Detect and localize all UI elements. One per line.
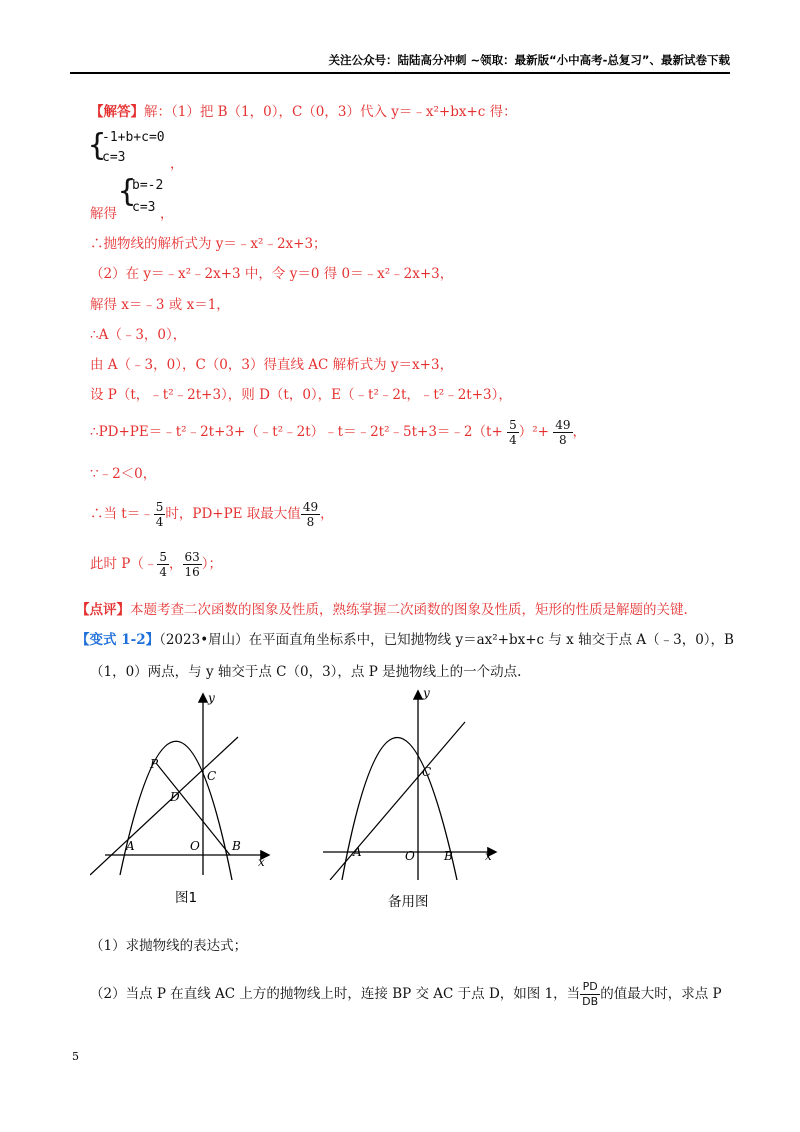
system-2-eq2: c=3 [132,200,156,215]
frac-den: 4 [155,515,164,529]
figure-backup [315,680,505,880]
point-b-label: B [232,839,241,853]
question-2-part-b: 的值最大时，求点 P [600,986,722,1002]
frac-den: 8 [559,433,567,447]
system-1-eq2: c=3 [102,150,126,165]
fraction-49-8 [553,418,572,447]
y-axis-label: y [208,691,215,705]
figure-backup-caption: 备用图 [388,894,429,910]
point-c-label: C [422,765,432,779]
solution-label: 【解答】 [90,104,144,120]
solve-prefix: 解得 [90,206,117,222]
line12-part-a: ∴当 t＝﹣ [90,506,154,522]
system-2-tail: ， [160,206,174,222]
parabola-curve [120,741,232,880]
fraction-pd-db [580,980,600,1009]
frac-den: DB [582,995,599,1008]
solution-line-10 [90,418,586,447]
line13-part-c: ）； [201,556,223,572]
question-2 [90,980,722,1009]
line13-part-a: 此时 P（﹣ [90,556,158,572]
solution-line-9: 设 P（t，﹣t²﹣2t+3），则 D（t，0），E（﹣t²﹣2t，﹣t²﹣2t+3）， [90,387,512,403]
question-2-part-a: （2）当点 P 在直线 AC 上方的抛物线上时，连接 BP 交 AC 于点 D，如图 1，当 [90,986,581,1002]
page-header: 关注公众号：陆陆高分冲刺 ~领取：最新版“小中高考-总复习”、最新试卷下载 [328,53,730,67]
fraction-5-4 [157,550,169,579]
solution-line-5: （2）在 y＝﹣x²﹣2x+3 中，令 y＝0 得 0＝﹣x²﹣2x+3， [90,266,454,282]
system-brace-2: { [118,174,137,209]
comment-label: 【点评】 [76,602,130,618]
figure-1 [90,680,290,880]
point-a-label: A [353,845,362,859]
variant-text-1: （2023•眉山）在平面直角坐标系中，已知抛物线 y＝ax²+bx+c 与 x 轴交于点 A（﹣3，0），B [159,632,734,648]
line-ac [90,737,238,875]
variant-line-2: （1，0）两点，与 y 轴交于点 C（0，3），点 P 是抛物线上的一个动点. [90,664,522,680]
fraction-5-4 [154,500,166,529]
frac-num: PD [580,980,600,995]
point-a-label: A [126,839,135,853]
point-b-label: B [444,849,453,863]
point-d-label: D [170,790,180,804]
origin-label: O [405,849,415,863]
frac-num: 5 [155,500,164,514]
solution-line-6: 解得 x＝﹣3 或 x＝1， [90,297,230,313]
comment-line [76,598,688,618]
point-p-label: P [150,757,159,771]
frac-num: 49 [302,500,319,514]
x-axis-label: x [258,855,265,869]
line13-part-b: ， [169,556,183,572]
figure-1-caption: 图1 [175,890,198,906]
solution-line-12 [90,500,334,529]
comment-text: 本题考查二次函数的图象及性质，熟练掌握二次函数的图象及性质，矩形的性质是解题的关键. [130,602,688,618]
question-1: （1）求抛物线的表达式； [90,938,248,954]
frac-den: 4 [509,433,517,447]
frac-num: 49 [555,418,571,432]
solution-line-1 [90,100,517,120]
fraction-5-4 [507,418,519,447]
system-1-eq1: -1+b+c=0 [102,130,165,145]
solution-line-13 [90,550,222,579]
system-1-tail: ， [170,156,184,172]
frac-num: 5 [159,550,168,564]
frac-den: 8 [306,515,315,529]
frac-den: 4 [159,565,168,579]
page-number: 5 [72,1050,79,1063]
header-divider [70,72,730,74]
variant-line-1 [76,628,734,648]
line12-part-c: ， [320,506,334,522]
line12-part-b: 时，PD+PE 取最大值 [165,506,301,522]
frac-num: 5 [509,418,517,432]
frac-den: 16 [184,565,200,579]
frac-num: 63 [184,550,200,564]
line10-part-a: ∴PD+PE＝﹣t²﹣2t+3+（﹣t²﹣2t）﹣t＝﹣2t²﹣5t+3＝﹣2（t+ [90,424,503,440]
variant-label: 【变式 1-2】 [76,632,160,648]
line10-part-c: ， [572,424,587,440]
solution-line-7: ∴A（﹣3，0）， [90,327,187,343]
solution-text-1: 解：（1）把 B（1，0），C（0，3）代入 y＝﹣x²+bx+c 得： [144,104,517,120]
system-2-eq1: b=-2 [132,178,164,193]
solution-line-8: 由 A（﹣3，0），C（0，3）得直线 AC 解析式为 y＝x+3， [90,357,454,373]
solution-line-11: ∵﹣2＜0， [90,466,157,482]
line10-part-b: ）²+ [518,424,549,440]
solution-line-4: ∴抛物线的解析式为 y＝﹣x²﹣2x+3； [90,236,327,252]
system-brace-1: { [88,128,107,163]
x-axis-label: x [485,849,492,863]
point-c-label: C [207,769,217,783]
fraction-49-8 [301,500,320,529]
origin-label: O [190,839,200,853]
y-axis-label: y [423,686,430,700]
fraction-63-16 [183,550,202,579]
